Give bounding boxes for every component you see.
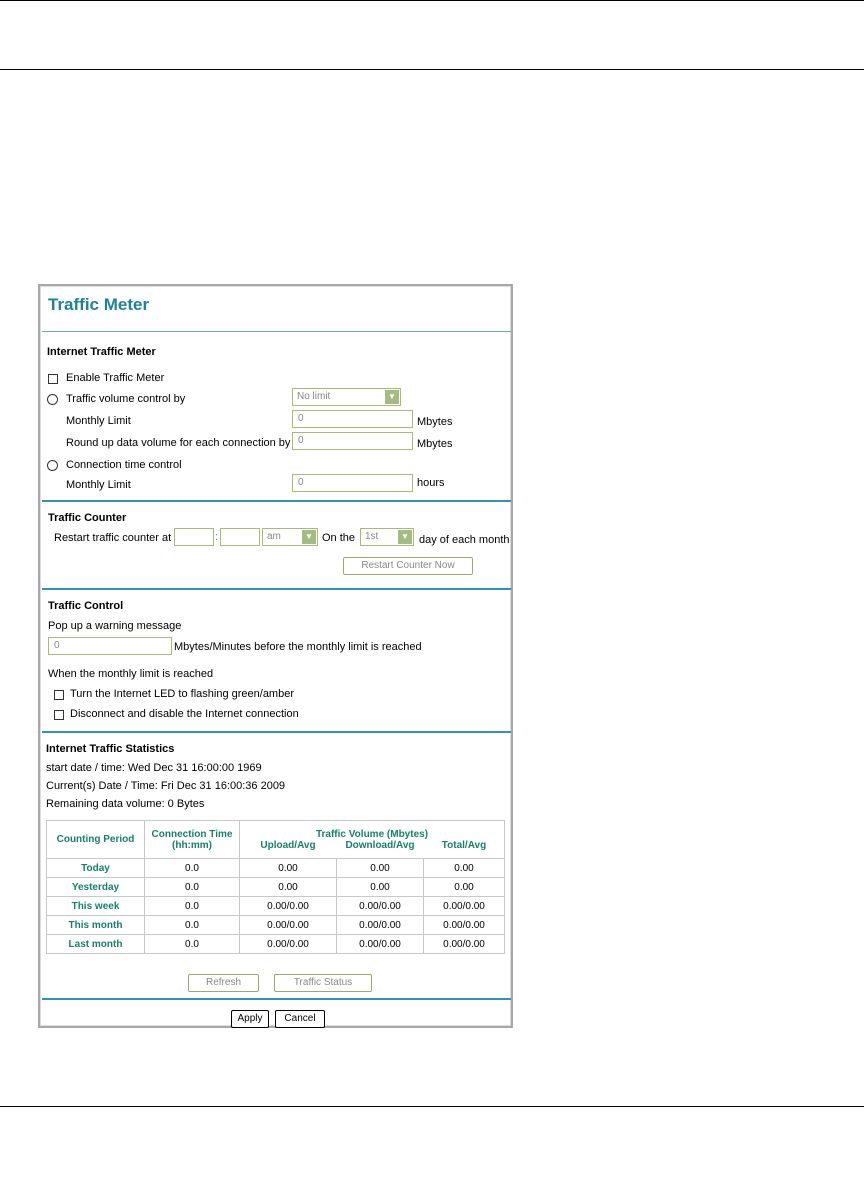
time-separator: :: [215, 531, 219, 543]
table-row: Last month 0.0 0.00/0.00 0.00/0.00 0.00/0.00: [47, 935, 505, 954]
table-row: Yesterday 0.0 0.00 0.00 0.00: [47, 878, 505, 897]
enable-traffic-meter-label: Enable Traffic Meter: [66, 372, 165, 384]
table-row: This week 0.0 0.00/0.00 0.00/0.00 0.00/0.00: [47, 897, 505, 916]
time-control-label: Connection time control: [66, 459, 182, 471]
traffic-meter-panel: [38, 284, 513, 1028]
table-row: Today 0.0 0.00 0.00 0.00: [47, 859, 505, 878]
traffic-control-heading: Traffic Control: [48, 600, 124, 612]
day-select[interactable]: 1st ▼: [360, 528, 414, 546]
ampm-select[interactable]: am ▼: [262, 528, 318, 546]
chevron-down-icon: ▼: [385, 390, 399, 404]
popup-warning-label: Pop up a warning message: [48, 620, 182, 632]
chevron-down-icon: ▼: [398, 530, 412, 544]
col-traffic-volume: Traffic Volume (Mbytes) Upload/Avg Download/Avg Total/Avg: [240, 821, 505, 859]
refresh-button[interactable]: Refresh: [188, 974, 259, 992]
header-rule: [0, 69, 864, 70]
enable-traffic-meter-checkbox[interactable]: [48, 374, 58, 384]
round-up-label: Round up data volume for each connection by: [66, 437, 291, 449]
top-rule: [0, 0, 864, 1]
monthly-limit-input[interactable]: 0: [292, 410, 413, 428]
restart-hour-input[interactable]: [174, 528, 214, 546]
monthly-limit-label: Monthly Limit: [66, 415, 131, 427]
chevron-down-icon: ▼: [302, 530, 316, 544]
led-flash-checkbox[interactable]: [54, 690, 64, 700]
divider: [42, 998, 511, 1000]
when-reached-label: When the monthly limit is reached: [48, 668, 214, 680]
volume-control-label: Traffic volume control by: [66, 393, 186, 405]
page-title: Traffic Meter: [48, 295, 150, 314]
col-connection-time: Connection Time (hh:mm): [145, 821, 240, 859]
volume-control-radio[interactable]: [47, 394, 58, 405]
on-the-label: On the: [322, 532, 356, 544]
restart-counter-button[interactable]: Restart Counter Now: [343, 557, 473, 575]
time-limit-label: Monthly Limit: [66, 479, 131, 491]
divider: [42, 588, 511, 590]
divider: [42, 331, 511, 332]
restart-at-label: Restart traffic counter at: [54, 532, 172, 544]
monthly-limit-unit: Mbytes: [417, 416, 453, 428]
current-date-text: Current(s) Date / Time: Fri Dec 31 16:00:36 2009: [46, 780, 286, 792]
volume-control-select[interactable]: No limit ▼: [292, 388, 401, 406]
footer-rule: [0, 1106, 864, 1107]
col-counting-period: Counting Period: [47, 821, 145, 859]
time-control-radio[interactable]: [47, 460, 58, 471]
day-suffix-label: day of each month: [419, 534, 510, 546]
warning-threshold-input[interactable]: 0: [48, 637, 172, 655]
apply-button[interactable]: Apply: [231, 1010, 269, 1028]
time-limit-unit: hours: [417, 477, 445, 489]
traffic-statistics-table: [46, 820, 505, 954]
remaining-volume-text: Remaining data volume: 0 Bytes: [46, 798, 205, 810]
internet-traffic-meter-heading: Internet Traffic Meter: [47, 346, 156, 358]
traffic-counter-heading: Traffic Counter: [48, 512, 127, 524]
divider: [42, 731, 511, 733]
time-limit-input[interactable]: 0: [292, 474, 413, 492]
start-date-text: start date / time: Wed Dec 31 16:00:00 1969: [46, 762, 262, 774]
disconnect-label: Disconnect and disable the Internet connection: [70, 708, 299, 720]
cancel-button[interactable]: Cancel: [275, 1010, 325, 1028]
warning-suffix-label: Mbytes/Minutes before the monthly limit is reached: [174, 641, 422, 653]
statistics-heading: Internet Traffic Statistics: [46, 743, 175, 755]
table-row: This month 0.0 0.00/0.00 0.00/0.00 0.00/0.00: [47, 916, 505, 935]
round-up-unit: Mbytes: [417, 438, 453, 450]
disconnect-checkbox[interactable]: [54, 710, 64, 720]
divider: [42, 500, 511, 502]
round-up-input[interactable]: 0: [292, 432, 413, 450]
traffic-status-button[interactable]: Traffic Status: [274, 974, 372, 992]
restart-minute-input[interactable]: [220, 528, 260, 546]
led-flash-label: Turn the Internet LED to flashing green/amber: [70, 688, 294, 700]
